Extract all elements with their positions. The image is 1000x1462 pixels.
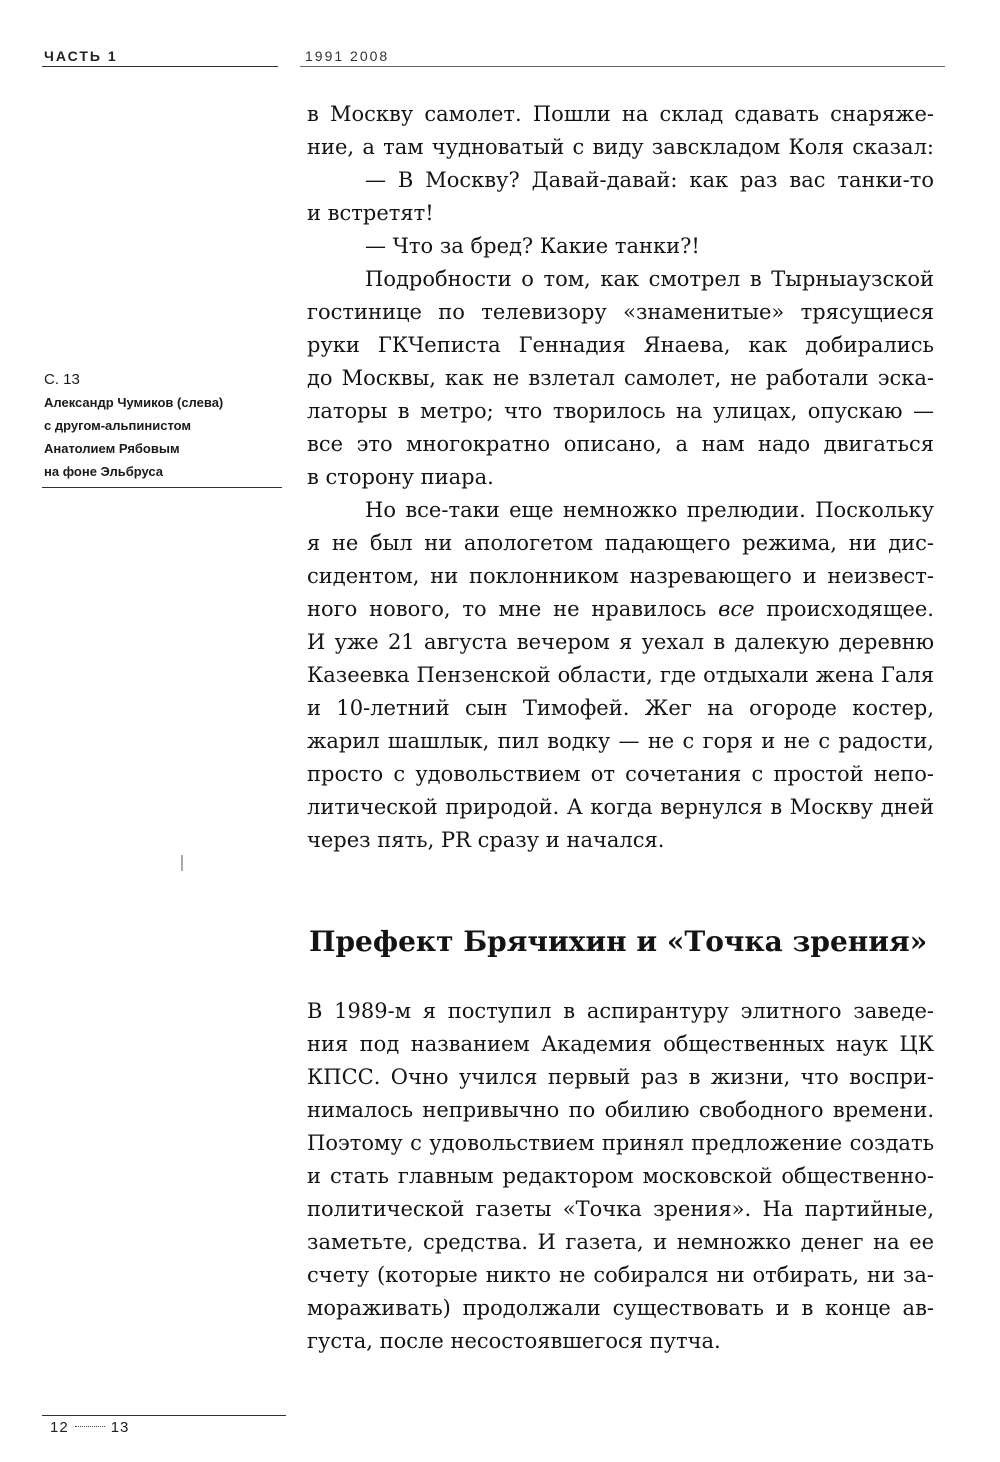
text-line: и встретят!	[307, 201, 434, 225]
text-line: мораживать) продолжали существовать и в конце ав-	[307, 1296, 934, 1320]
text-line: сидентом, ни поклонником назревающего и неизвест-	[307, 564, 934, 588]
text-line: В 1989-м я поступил в аспирантуру элитного заведе-	[307, 999, 934, 1023]
text-line: ние, а там чудноватый с виду завскладом Коля сказал:	[307, 135, 934, 159]
text-line: просто с удовольствием от сочетания с простой непо-	[307, 762, 934, 786]
running-header-part: ЧАСТЬ 1	[44, 48, 118, 64]
text-line: ния под названием Академия общественных наук ЦК	[307, 1032, 934, 1056]
text-line: густа, после несостоявшегося путча.	[307, 1329, 721, 1353]
text-line: все это многократно описано, а нам надо двигаться	[307, 432, 934, 456]
folio-rule	[42, 1415, 286, 1416]
text-line: гостинице по телевизору «знаменитые» трясущиеся	[307, 300, 934, 324]
text-fragment: ного нового, то мне не нравилось	[307, 597, 707, 621]
text-line: и стать главным редактором московской общественно-	[307, 1164, 934, 1188]
text-line: латоры в метро; что творилось на улицах, опускаю —	[307, 399, 934, 423]
running-header-years: 1991 2008	[305, 48, 390, 64]
caption-line: Александр Чумиков (слева)	[44, 395, 224, 410]
photo-caption	[44, 370, 284, 483]
text-line: я не был ни апологетом падающего режима, ни дис-	[307, 531, 934, 555]
caption-rule	[42, 487, 282, 488]
caption-line: на фоне Эльбруса	[44, 464, 164, 479]
text-fragment: происходящее.	[766, 597, 934, 621]
text-line: в Москву самолет. Пошли на склад сдавать снаряже-	[307, 102, 934, 126]
header-rule	[42, 66, 278, 67]
text-line: Поэтому с удовольствием принял предложение создать	[307, 1131, 934, 1155]
text-line: КПСС. Очно учился первый раз в жизни, что воспри-	[307, 1065, 934, 1089]
page-number-right: 13	[110, 1419, 130, 1436]
body-text-section-1	[307, 98, 934, 857]
body-text-section-2	[307, 995, 934, 1358]
text-line: нималось непривычно по обилию свободного времени.	[307, 1098, 934, 1122]
text-line: через пять, PR сразу и начался.	[307, 828, 665, 852]
text-line: И уже 21 августа вечером я уехал в далекую деревню	[307, 630, 934, 654]
text-line: Казеевка Пензенской области, где отдыхали жена Галя	[307, 663, 934, 687]
folio-dots	[75, 1426, 105, 1427]
text-line: литической природой. А когда вернулся в Москву дней	[307, 795, 934, 819]
text-line: и 10-летний сын Тимофей. Жег на огороде костер,	[307, 696, 934, 720]
caption-page-ref: С. 13	[44, 371, 80, 388]
text-line-mixed	[307, 593, 934, 626]
page-number-left: 12	[50, 1419, 69, 1436]
text-line: Подробности о том, как смотрел в Тырныаузской	[365, 267, 934, 291]
header-rule	[300, 66, 945, 67]
text-line: жарил шашлык, пил водку — не с горя и не с радости,	[307, 729, 934, 753]
text-line: заметьте, средства. И газета, и немножко денег на ее	[307, 1230, 934, 1254]
text-line: руки ГКЧеписта Геннадия Янаева, как добирались	[307, 333, 934, 357]
text-line: — В Москву? Давай-давай: как раз вас танки-то	[365, 168, 934, 192]
text-line: до Москвы, как не взлетал самолет, не работали эска-	[307, 366, 934, 390]
margin-mark	[181, 855, 183, 871]
page-numbers	[50, 1419, 129, 1436]
text-line: политической газеты «Точка зрения». На партийные,	[307, 1197, 934, 1221]
text-line: — Что за бред? Какие танки?!	[365, 234, 700, 258]
text-line: счету (которые никто не собирался ни отбирать, ни за-	[307, 1263, 934, 1287]
caption-line: Анатолием Рябовым	[44, 441, 180, 456]
text-line: Но все-таки еще немножко прелюдии. Поскольку	[365, 498, 934, 522]
section-heading: Префект Брячихин и «Точка зрения»	[309, 925, 928, 958]
italic-emphasis: все	[718, 597, 755, 621]
caption-line: с другом-альпинистом	[44, 418, 192, 433]
text-line: в сторону пиара.	[307, 465, 494, 489]
